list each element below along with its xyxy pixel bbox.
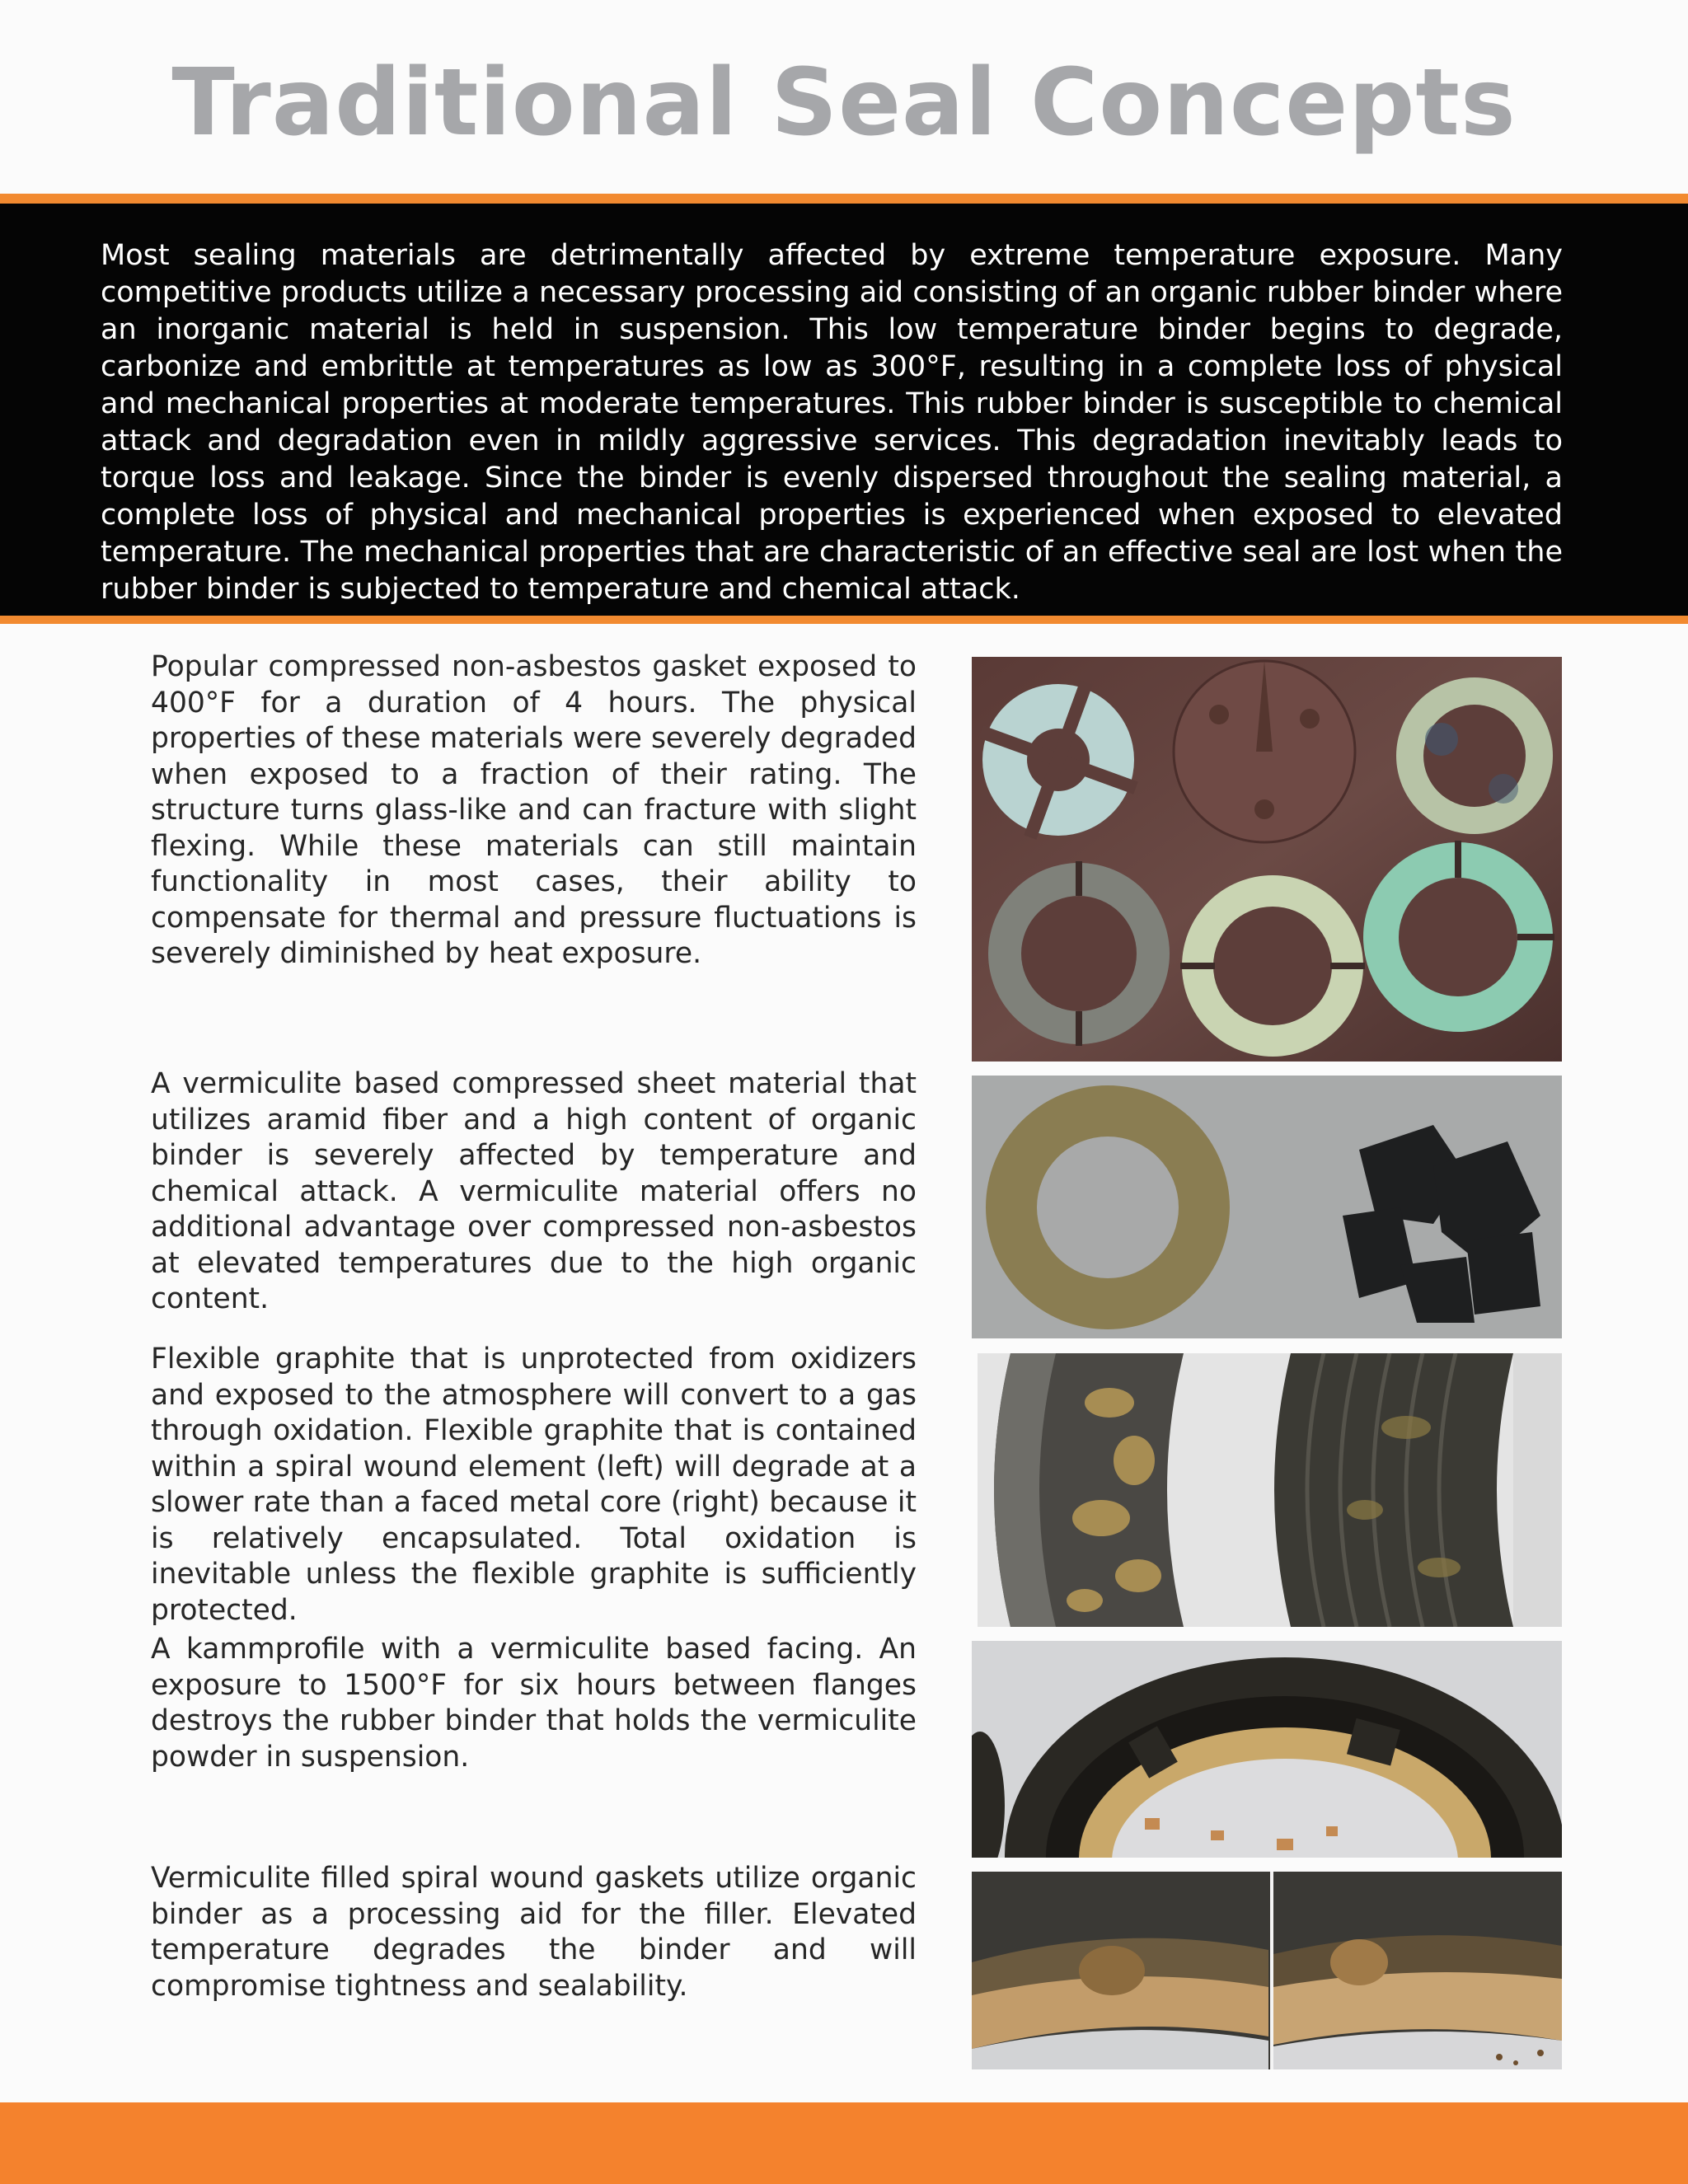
- section-text-cna-gasket: Popular compressed non-asbestos gasket exposed to 400°F for a duration of 4 hours. The physical properties of these materials were severely degraded when exposed to a fraction of their rating. The structure turns glass-like and can fracture with slight flexing. While these materials can still maintain functionality in most cases, their ability to compensate for thermal and pressure fluctuations is severely diminished by heat exposure.: [151, 650, 917, 970]
- photo-vermiculite-sheet: [972, 1076, 1562, 1338]
- photo-spiral-wound: [972, 1872, 1562, 2069]
- photo-cna-gaskets: [972, 657, 1562, 1062]
- orange-rule-top: [0, 194, 1688, 204]
- photo-kammprofile: [972, 1641, 1562, 1858]
- page-title: Traditional Seal Concepts: [171, 49, 1517, 157]
- section-text-flexible-graphite: Flexible graphite that is unprotected from oxidizers and exposed to the atmosphere will convert to a gas through oxidation. Flexible graphite that is contained within a spiral wound element (left) will degrade at a slower rate than a faced metal core (right) because it is relatively encapsulated. Total oxidation is inevitable unless the flexible graphite is sufficiently protected.: [151, 1343, 917, 1627]
- footer-bar: [0, 2102, 1688, 2184]
- photo-flexible-graphite-image: [978, 1353, 1562, 1627]
- photo-cna-gaskets-image: [972, 657, 1562, 1062]
- photo-kammprofile-image: [972, 1641, 1562, 1858]
- photo-flexible-graphite: [978, 1353, 1562, 1627]
- photo-vermiculite-sheet-image: [972, 1076, 1562, 1338]
- photo-spiral-wound-image: [972, 1872, 1562, 2069]
- section-text-kammprofile: A kammprofile with a vermiculite based facing. An exposure to 1500°F for six hours between flanges destroys the rubber binder that holds the vermiculite powder in suspension.: [151, 1633, 917, 1774]
- intro-paragraph: Most sealing materials are detrimentally affected by extreme temperature exposure. Many competitive products utilize a necessary processing aid consisting of an organic rubber binder where an inorganic material is held in suspension. This low temperature binder begins to degrade, carbonize and embrittle at temperatures as low as 300°F, resulting in a complete loss of physical and mechanical properties at moderate temperatures. This rubber binder is susceptible to chemical attack and degradation even in mildly aggressive services. This degradation inevitably leads to torque loss and leakage. Since the binder is evenly dispersed throughout the sealing material, a complete loss of physical and mechanical properties is experienced when exposed to elevated temperature. The mechanical properties that are characteristic of an effective seal are lost when the rubber binder is subjected to temperature and chemical attack.: [101, 239, 1563, 606]
- section-text-vermiculite-sheet: A vermiculite based compressed sheet material that utilizes aramid fiber and a high content of organic binder is severely affected by temperature and chemical attack. A vermiculite material offers no additional advantage over compressed non-asbestos at elevated temperatures due to the high organic content.: [151, 1067, 917, 1315]
- orange-rule-bottom: [0, 616, 1688, 624]
- section-text-spiral-wound: Vermiculite filled spiral wound gaskets utilize organic binder as a processing aid for the filler. Elevated temperature degrades the binder and will compromise tightness and sealability.: [151, 1862, 917, 2003]
